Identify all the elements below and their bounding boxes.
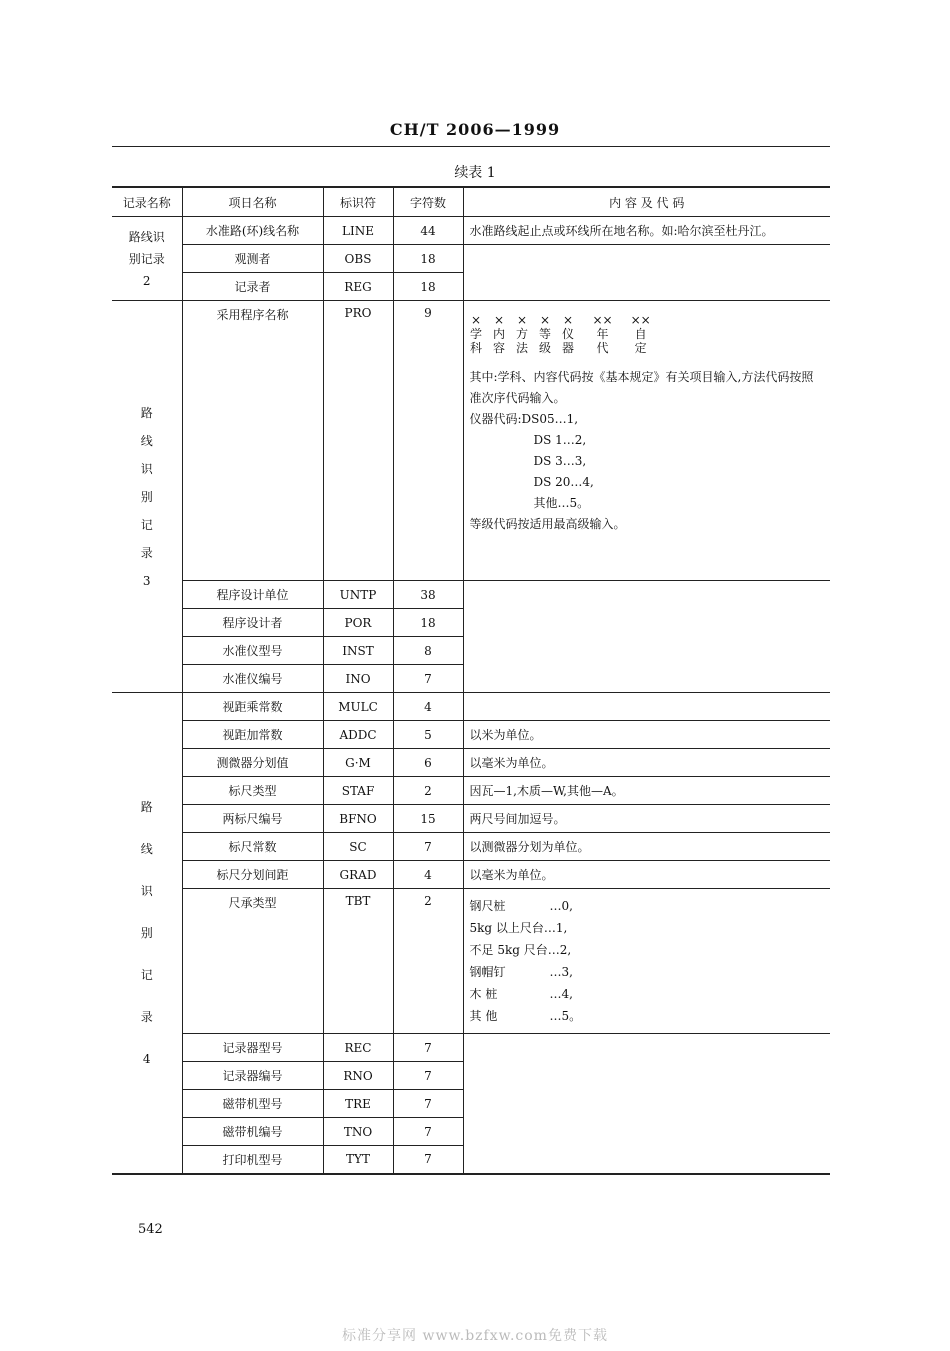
identifier: REC (323, 1034, 393, 1062)
char-count: 4 (393, 861, 463, 889)
instrument-code: DS 20…4, (533, 475, 594, 489)
staff-type-code: …5。 (549, 1009, 582, 1023)
staff-type-name: 钢帽钉 (469, 965, 506, 979)
table-row (112, 805, 830, 833)
format-item (493, 313, 506, 355)
item-name: 标尺分划间距 (182, 861, 323, 889)
grade-note: 等级代码按适用最高级输入。 (469, 517, 626, 531)
item-name: 视距乘常数 (182, 693, 323, 721)
char-count: 7 (393, 1146, 463, 1174)
table-row (112, 777, 830, 805)
char-count: 44 (393, 217, 463, 245)
col-header: 记录名称 (112, 187, 182, 217)
item-name: 记录器型号 (182, 1034, 323, 1062)
staff-type-option (470, 961, 825, 983)
identifier: G·M (323, 749, 393, 777)
watermark: 标准分享网 www.bzfxw.com免费下载 (342, 1328, 608, 1344)
item-name: 磁带机编号 (182, 1118, 323, 1146)
identifier: PRO (323, 301, 393, 581)
char-count: 7 (393, 1062, 463, 1090)
record-table (112, 186, 830, 1175)
item-name: 标尺类型 (182, 777, 323, 805)
table-row (112, 889, 830, 1034)
identifier: LINE (323, 217, 393, 245)
staff-type-name: 不足 5kg 尺台 (469, 943, 548, 957)
identifier: TYT (323, 1146, 393, 1174)
group-label: 路线识别记录3 (140, 405, 153, 588)
char-count: 4 (393, 693, 463, 721)
item-name: 尺承类型 (182, 889, 323, 1034)
format-mark: × (470, 313, 482, 327)
page-number: 542 (138, 1222, 163, 1237)
item-name: 记录者 (182, 273, 323, 301)
item-name: 磁带机型号 (182, 1090, 323, 1118)
table-row (112, 245, 830, 273)
identifier: TRE (323, 1090, 393, 1118)
format-label: 仪器 (561, 327, 574, 355)
instrument-code: 其他…5。 (533, 496, 590, 510)
format-mark: × (539, 313, 551, 327)
staff-type-option (470, 1005, 825, 1027)
content: 以米为单位。 (463, 721, 830, 749)
identifier: REG (323, 273, 393, 301)
instrument-code-title: 仪器代码:DS05…1, (469, 412, 579, 426)
staff-base-type-content (463, 889, 830, 1034)
table-row (112, 1034, 830, 1062)
char-count: 18 (393, 609, 463, 637)
staff-type-name: 木 桩 (469, 987, 498, 1001)
table-row (112, 861, 830, 889)
format-label: 自定 (634, 327, 647, 355)
staff-type-option (470, 983, 825, 1005)
item-name: 记录器编号 (182, 1062, 323, 1090)
content-empty (463, 581, 830, 693)
staff-type-code: …3, (549, 965, 573, 979)
format-label: 内容 (492, 327, 505, 355)
content-empty (463, 1034, 830, 1174)
staff-type-name: 5kg 以上尺台 (469, 921, 544, 935)
table-row (112, 693, 830, 721)
item-name: 打印机型号 (182, 1146, 323, 1174)
char-count: 2 (393, 777, 463, 805)
item-name: 水准仪型号 (182, 637, 323, 665)
identifier: UNTP (323, 581, 393, 609)
format-label: 等级 (538, 327, 551, 355)
table-row (112, 833, 830, 861)
char-count: 15 (393, 805, 463, 833)
format-label: 年代 (596, 327, 609, 355)
identifier: INST (323, 637, 393, 665)
char-count: 5 (393, 721, 463, 749)
content: 以测微器分划为单位。 (463, 833, 830, 861)
table-row (112, 301, 830, 581)
format-item (593, 313, 613, 355)
char-count: 7 (393, 1034, 463, 1062)
group-name (112, 217, 182, 301)
content: 以毫米为单位。 (463, 749, 830, 777)
instrument-code: DS 1…2, (533, 433, 587, 447)
char-count: 18 (393, 245, 463, 273)
item-name: 标尺常数 (182, 833, 323, 861)
col-header: 字符数 (393, 187, 463, 217)
char-count: 8 (393, 637, 463, 665)
table-title: 续表 1 (454, 165, 496, 181)
char-count: 7 (393, 833, 463, 861)
item-name: 程序设计单位 (182, 581, 323, 609)
format-item (539, 313, 552, 355)
group-label: 路线识别记录2 (128, 229, 165, 288)
table-row (112, 721, 830, 749)
instrument-code: DS 3…3, (533, 454, 587, 468)
content (463, 693, 830, 721)
char-count: 6 (393, 749, 463, 777)
identifier: GRAD (323, 861, 393, 889)
staff-type-name: 钢尺桩 (469, 899, 506, 913)
identifier: BFNO (323, 805, 393, 833)
staff-type-option (470, 939, 825, 961)
group-name (112, 301, 182, 693)
table-row (112, 217, 830, 245)
staff-type-name: 其 他 (469, 1009, 498, 1023)
format-mark: × (516, 313, 528, 327)
program-note: 其中:学科、内容代码按《基本规定》有关项目输入,方法代码按照准次序代码输入。 (469, 370, 814, 405)
char-count: 9 (393, 301, 463, 581)
char-count: 7 (393, 1090, 463, 1118)
group-label: 路线识别记录4 (140, 799, 153, 1066)
staff-type-code: …0, (549, 899, 573, 913)
staff-type-code: …1, (543, 921, 568, 935)
char-count: 38 (393, 581, 463, 609)
table-row (112, 581, 830, 609)
group-name (112, 693, 182, 1174)
format-label: 学科 (469, 327, 482, 355)
identifier: SC (323, 833, 393, 861)
item-name: 观测者 (182, 245, 323, 273)
format-item (631, 313, 651, 355)
item-name: 视距加常数 (182, 721, 323, 749)
format-item (470, 313, 483, 355)
staff-type-code: …4, (549, 987, 573, 1001)
col-header: 项日名称 (182, 187, 323, 217)
identifier: TNO (323, 1118, 393, 1146)
content: 水准路线起止点或环线所在地名称。如:哈尔滨至杜丹江。 (463, 217, 830, 245)
identifier: RNO (323, 1062, 393, 1090)
item-name: 水准路(环)线名称 (182, 217, 323, 245)
format-mark: × (493, 313, 505, 327)
content: 因瓦—1,木质—W,其他—A。 (463, 777, 830, 805)
format-mark: ×× (592, 313, 613, 327)
identifier: ADDC (323, 721, 393, 749)
format-mark: × (562, 313, 574, 327)
item-name: 两标尺编号 (182, 805, 323, 833)
item-name: 采用程序名称 (182, 301, 323, 581)
item-name: 程序设计者 (182, 609, 323, 637)
format-item (516, 313, 529, 355)
content: 两尺号间加逗号。 (463, 805, 830, 833)
format-mark: ×× (630, 313, 651, 327)
identifier: OBS (323, 245, 393, 273)
staff-type-option (470, 895, 825, 917)
content: 以毫米为单位。 (463, 861, 830, 889)
header-rule (112, 146, 830, 147)
char-count: 7 (393, 665, 463, 693)
identifier: POR (323, 609, 393, 637)
col-header: 内 容 及 代 码 (463, 187, 830, 217)
identifier: INO (323, 665, 393, 693)
char-count: 7 (393, 1118, 463, 1146)
table-row (112, 749, 830, 777)
format-label: 方法 (515, 327, 528, 355)
item-name: 测微器分划值 (182, 749, 323, 777)
content-empty (463, 245, 830, 301)
table-header-row (112, 187, 830, 217)
col-header: 标识符 (323, 187, 393, 217)
char-count: 2 (393, 889, 463, 1034)
identifier: MULC (323, 693, 393, 721)
identifier: TBT (323, 889, 393, 1034)
item-name: 水准仪编号 (182, 665, 323, 693)
standard-code: CH/T 2006—1999 (389, 120, 561, 139)
staff-type-option (470, 917, 825, 939)
program-name-content (463, 301, 830, 581)
staff-type-code: …2, (547, 943, 572, 957)
char-count: 18 (393, 273, 463, 301)
format-item (562, 313, 575, 355)
program-name-format (470, 313, 825, 355)
identifier: STAF (323, 777, 393, 805)
